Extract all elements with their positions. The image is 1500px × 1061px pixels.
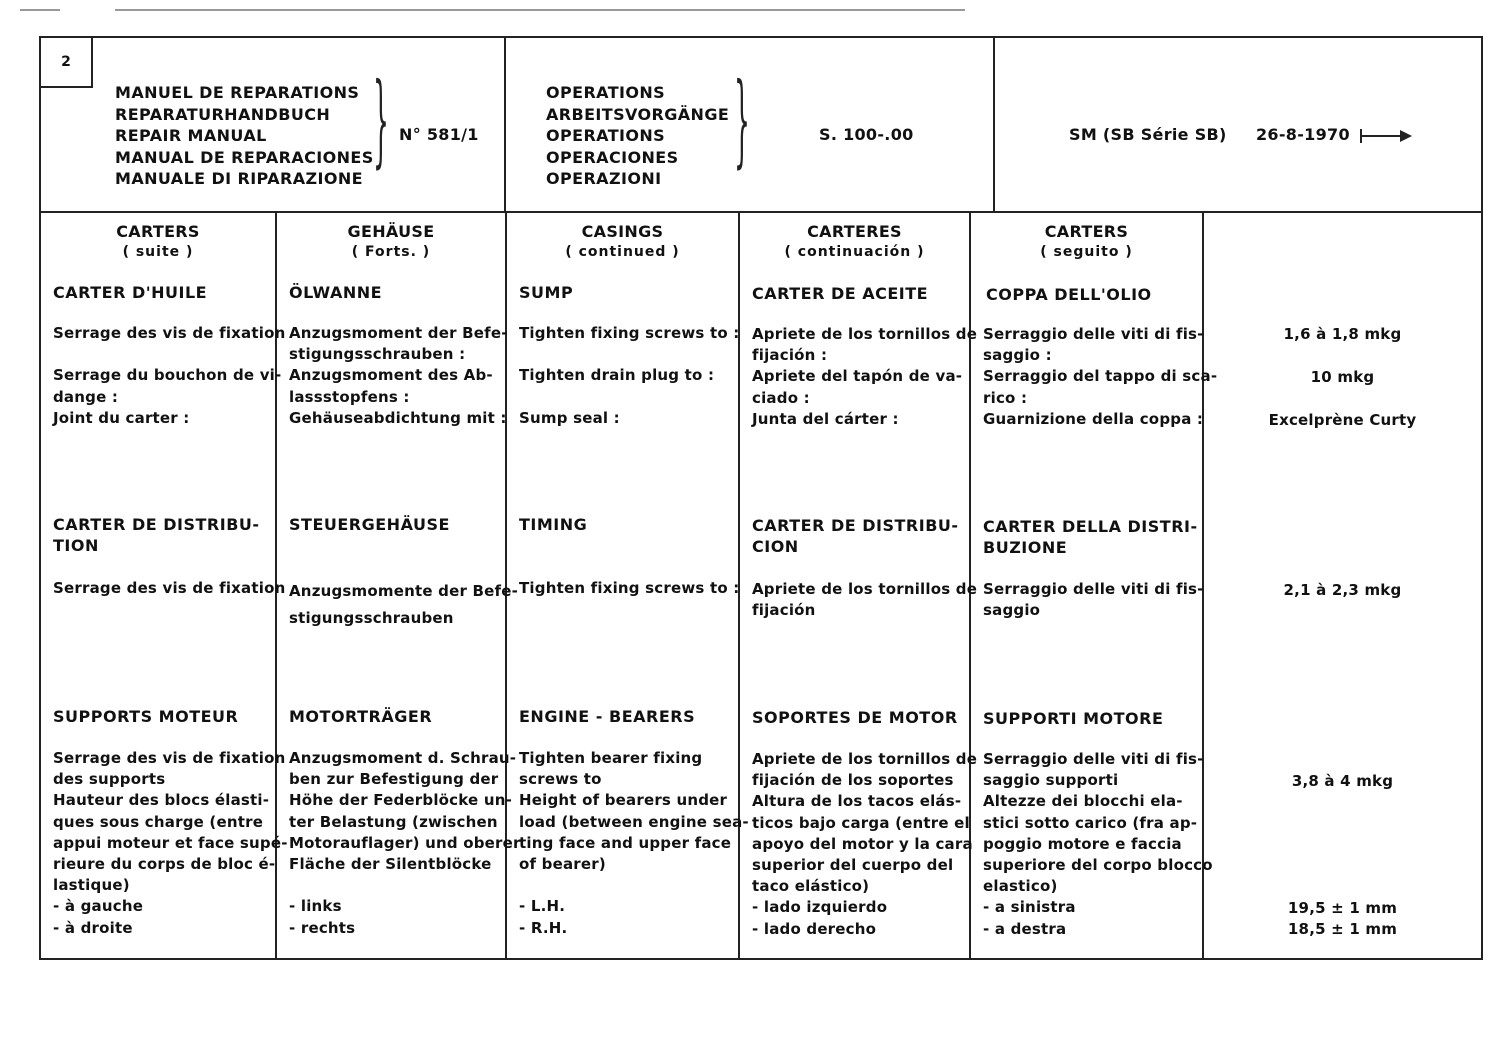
title-line: CARTER DE DISTRIBU-	[752, 516, 959, 535]
text-line: Anzugsmoment d. Schrau-	[289, 749, 517, 767]
column-title: CARTERS	[1044, 222, 1129, 241]
section-text	[289, 323, 508, 429]
scan-mark	[20, 9, 60, 11]
column-title: CARTERES	[807, 222, 902, 241]
page-number: 2	[41, 38, 93, 88]
title-line: TION	[53, 536, 99, 555]
text-line: stici sotto carico (fra ap-	[983, 813, 1198, 832]
title-line: TIMING	[519, 515, 588, 534]
value-bearer-screws: 3,8 à 4 mkg	[1291, 772, 1394, 790]
text-line	[519, 875, 734, 896]
section-title: ÖLWANNE	[289, 283, 383, 302]
text-line: Apriete de los tornillos de	[752, 580, 978, 598]
text-line: lassstopfens :	[289, 387, 410, 406]
section-text	[983, 324, 1218, 430]
manual-number: N° 581/1	[399, 125, 479, 144]
text-line: - a destra	[983, 919, 1067, 938]
section-text	[983, 579, 1204, 621]
text-line: des supports	[53, 770, 166, 789]
text-line: rieure du corps de bloc é-	[53, 854, 276, 873]
text-line: Altezze dei blocchi ela-	[983, 792, 1183, 811]
text-line: - L.H.	[519, 897, 566, 916]
section-title: COPPA DELL'OLIO	[986, 285, 1152, 304]
text-line: stigungsschrauben	[289, 609, 454, 627]
text-line: Serraggio del tappo di sca-	[983, 367, 1218, 386]
section-text	[752, 579, 978, 621]
operation-title-de: ARBEITSVORGÄNGE	[546, 104, 730, 124]
value-sump-seal: Excelprène Curty	[1268, 411, 1417, 429]
section-title	[752, 515, 959, 557]
column-heading	[507, 221, 738, 263]
column-heading	[971, 221, 1202, 263]
section-text	[53, 748, 288, 939]
section-text	[53, 578, 286, 599]
text-line: fijación de los soportes	[752, 771, 954, 790]
section-text	[289, 578, 519, 632]
column-subtitle: ( continuación )	[784, 244, 925, 260]
value-bearer-right: 18,5 ± 1 mm	[1287, 920, 1398, 938]
text-line: screws to	[519, 770, 602, 789]
manual-page	[39, 36, 1483, 960]
operation-title-fr: OPERATIONS	[546, 83, 666, 102]
section-title: ENGINE - BEARERS	[519, 707, 696, 726]
column-german	[277, 213, 521, 960]
text-line: Serraggio delle viti di fis-	[983, 580, 1204, 598]
text-line: apoyo del motor y la cara	[752, 834, 973, 853]
text-line: - lado izquierdo	[752, 898, 888, 917]
operation-title-es: OPERACIONES	[546, 147, 679, 167]
scan-mark	[115, 9, 965, 11]
model-reference: SM (SB Série SB)	[1069, 125, 1227, 144]
text-line: - lado derecho	[752, 919, 877, 938]
text-line: Joint du carter :	[53, 408, 190, 427]
arrow-right-icon	[1360, 135, 1408, 137]
text-line: Guarnizione della coppa :	[983, 409, 1204, 428]
text-line: Serraggio delle viti di fis-	[983, 325, 1204, 343]
text-line: Anzugsmoment des Ab-	[289, 366, 493, 385]
text-line: - a sinistra	[983, 898, 1076, 917]
text-line: saggio	[983, 601, 1041, 620]
text-line: Fläche der Silentblöcke	[289, 854, 492, 873]
text-line: of bearer)	[519, 854, 606, 873]
section-title	[289, 514, 450, 535]
value-sump-screws: 1,6 à 1,8 mkg	[1283, 325, 1402, 343]
effective-date	[1256, 125, 1408, 144]
operation-title-en: OPERATIONS	[546, 126, 666, 145]
operation-titles	[546, 82, 729, 190]
text-line: poggio motore e faccia	[983, 834, 1182, 853]
section-text	[752, 749, 978, 940]
text-line: Height of bearers under	[519, 791, 728, 810]
text-line: load (between engine sea-	[519, 812, 749, 831]
text-line: Tighten bearer fixing	[519, 749, 703, 767]
text-line: lastique)	[53, 876, 130, 895]
column-spanish	[740, 213, 978, 960]
section-text	[289, 748, 521, 939]
section-title: CARTER DE ACEITE	[752, 284, 929, 303]
text-line	[289, 875, 501, 896]
title-line: CION	[752, 537, 799, 556]
text-line: Gehäuseabdichtung mit :	[289, 408, 507, 427]
column-title: CARTERS	[116, 222, 200, 241]
text-line: Hauteur des blocs élasti-	[53, 791, 270, 810]
text-line: Tighten drain plug to :	[519, 366, 715, 385]
title-line: BUZIONE	[983, 538, 1068, 557]
manual-titles	[115, 82, 374, 190]
column-subtitle: ( suite )	[122, 244, 194, 260]
section-text	[752, 324, 978, 430]
column-subtitle: ( seguito )	[1040, 244, 1133, 260]
text-line	[53, 344, 271, 365]
brace-icon: }	[373, 61, 389, 178]
text-line: - links	[289, 897, 342, 916]
text-line: Motorauflager) und oberer	[289, 833, 521, 852]
text-line: ticos bajo carga (entre el	[752, 813, 970, 832]
text-line: Anzugsmoment der Befe-	[289, 324, 508, 342]
text-line: stigungsschrauben :	[289, 345, 466, 364]
section-title	[53, 514, 260, 556]
text-line: Apriete de los tornillos de	[752, 325, 978, 343]
section-text	[53, 323, 286, 429]
page-header	[41, 38, 1481, 213]
section-title: SUPPORTS MOTEUR	[53, 707, 239, 726]
manual-title-es: MANUAL DE REPARACIONES	[115, 147, 374, 167]
value-drain-plug: 10 mkg	[1310, 368, 1375, 386]
text-line: fijación :	[752, 346, 828, 365]
text-line: ben zur Befestigung der	[289, 770, 499, 789]
header-divider	[504, 38, 506, 213]
text-line: saggio supporti	[983, 771, 1119, 790]
text-line: appui moteur et face supé-	[53, 833, 288, 852]
value-timing-screws: 2,1 à 2,3 mkg	[1283, 581, 1402, 599]
section-title: SUPPORTI MOTORE	[983, 709, 1164, 728]
column-subtitle: ( continued )	[565, 244, 680, 260]
text-line: Serrage des vis de fixation	[53, 324, 286, 342]
section-title	[519, 514, 587, 535]
section-title: SOPORTES DE MOTOR	[752, 708, 958, 727]
text-line: superiore del corpo blocco	[983, 855, 1213, 874]
text-line: ter Belastung (zwischen	[289, 812, 498, 831]
operation-code: S. 100-.00	[819, 125, 914, 144]
value-bearer-left: 19,5 ± 1 mm	[1287, 899, 1398, 917]
text-line: ques sous charge (entre	[53, 812, 264, 831]
column-italian	[971, 213, 1218, 960]
section-title: MOTORTRÄGER	[289, 707, 433, 726]
column-heading	[740, 221, 969, 263]
text-line: saggio :	[983, 346, 1052, 365]
text-line: ciado :	[752, 388, 810, 407]
manual-title-de: REPARATURHANDBUCH	[115, 104, 331, 124]
text-line: Tighten fixing screws to :	[519, 579, 740, 597]
text-line: superior del cuerpo del	[752, 855, 954, 874]
text-line: Tighten fixing screws to :	[519, 324, 740, 342]
column-french	[41, 213, 288, 960]
column-title: CASINGS	[581, 222, 664, 241]
text-line: Serrage des vis de fixation	[53, 749, 286, 767]
section-title: CARTER D'HUILE	[53, 283, 208, 302]
text-line: ting face and upper face	[519, 833, 732, 852]
manual-title-fr: MANUEL DE REPARATIONS	[115, 83, 360, 102]
text-line: fijación	[752, 601, 816, 620]
title-line: CARTER DE DISTRIBU-	[53, 515, 260, 534]
text-line: Höhe der Federblöcke un-	[289, 791, 513, 810]
manual-title-it: MANUALE DI RIPARAZIONE	[115, 169, 363, 188]
header-divider	[993, 38, 995, 213]
text-line: Serrage du bouchon de vi-	[53, 366, 282, 385]
date-text: 26-8-1970	[1256, 125, 1350, 144]
section-title	[983, 516, 1198, 558]
text-line: Altura de los tacos elás-	[752, 792, 962, 811]
brace-icon: }	[734, 61, 750, 178]
section-title: SUMP	[519, 283, 574, 302]
column-subtitle: ( Forts. )	[351, 244, 431, 260]
section-text	[519, 578, 740, 599]
title-line: STEUERGEHÄUSE	[289, 515, 450, 534]
manual-title-en: REPAIR MANUAL	[115, 126, 267, 145]
section-text	[519, 323, 740, 429]
column-heading	[277, 221, 505, 263]
section-text	[983, 749, 1213, 940]
column-values	[1204, 213, 1481, 960]
text-line: Sump seal :	[519, 408, 620, 427]
text-line: Apriete de los tornillos de	[752, 750, 978, 768]
column-heading	[41, 221, 275, 263]
section-text	[519, 748, 749, 939]
text-line: Junta del cárter :	[752, 409, 899, 428]
text-line: Anzugsmomente der Befe-	[289, 582, 519, 600]
text-line: - rechts	[289, 918, 356, 937]
text-line: - à gauche	[53, 897, 144, 916]
column-english	[507, 213, 749, 960]
text-line: - R.H.	[519, 918, 568, 937]
text-line: Serrage des vis de fixation	[53, 579, 286, 597]
operation-title-it: OPERAZIONI	[546, 169, 662, 188]
text-line	[519, 387, 734, 408]
text-line: taco elástico)	[752, 877, 870, 896]
text-line: elastico)	[983, 877, 1058, 896]
text-line: Serraggio delle viti di fis-	[983, 750, 1204, 768]
column-title: GEHÄUSE	[347, 222, 435, 241]
title-line: CARTER DELLA DISTRI-	[983, 517, 1198, 536]
text-line: - à droite	[53, 918, 133, 937]
text-line: Apriete del tapón de va-	[752, 367, 963, 386]
text-line	[519, 344, 734, 365]
text-line: dange :	[53, 387, 119, 406]
text-line: rico :	[983, 388, 1028, 407]
